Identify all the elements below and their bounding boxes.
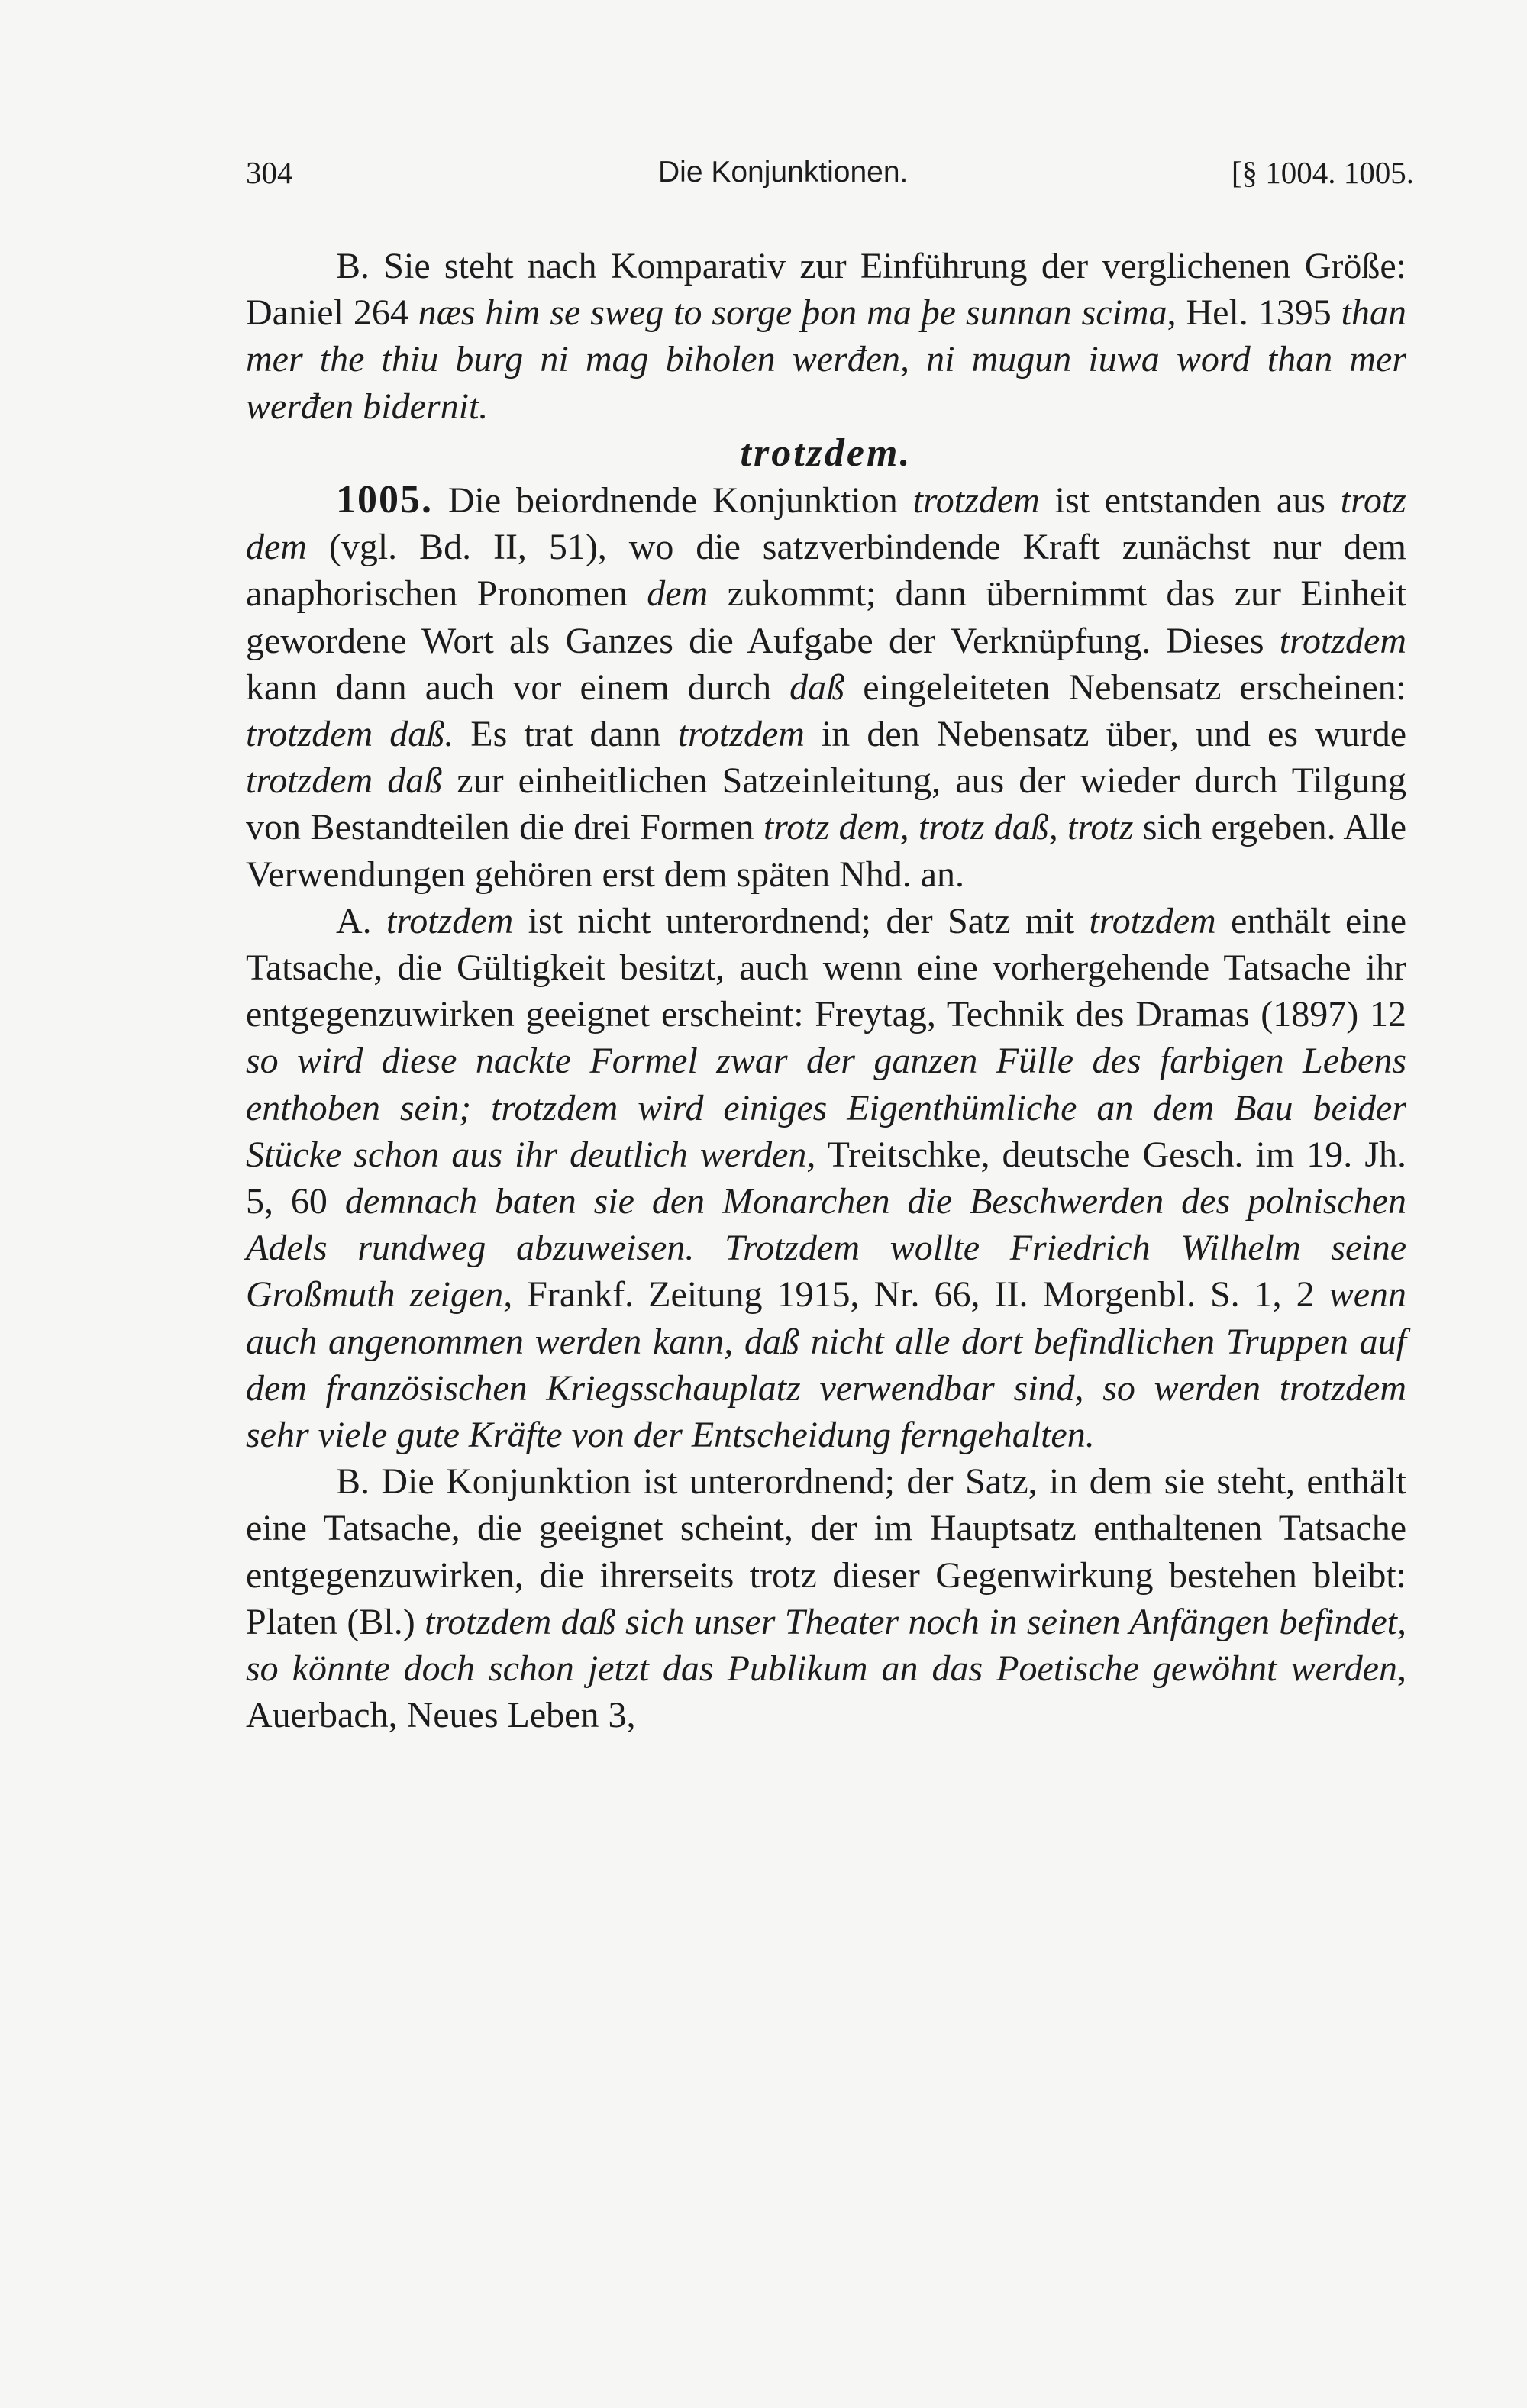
text-run: sich ergeben. Alle Verwendungen gehören erst dem späten Nhd. an.	[246, 807, 1407, 895]
keyword: daß	[789, 667, 845, 708]
quotation: næs him se sweg to sorge þon ma þe sunnan scima	[418, 292, 1167, 334]
text-run: Auerbach, Neues Leben 3,	[246, 1695, 636, 1736]
text-run: B. Die Konjunktion ist unterordnend; der Satz, in dem sie steht, enthält eine Tatsache, die geeignet scheint, der im Hauptsatz enthaltenen Tatsache entgegenzuwirken, die ihrerseits trotz dieser Gegenwirkung bestehen bleibt: Platen (Bl.)	[246, 1461, 1406, 1642]
text-run: Die beiordnende Konjunktion	[433, 480, 913, 521]
section-heading: trotzdem.	[740, 431, 912, 475]
text-run: , Hel. 1395	[1167, 292, 1341, 334]
page-number: 304	[246, 155, 293, 190]
text-run: B. Sie steht nach Komparativ zur Einführung der verglichenen Größe: Daniel 264	[246, 246, 1406, 334]
text-run: Es trat dann	[454, 714, 678, 755]
text-run: Treitschke, deutsche Gesch. im 19. Jh. 5, 60	[246, 1134, 1407, 1222]
keyword: trotzdem	[1089, 900, 1216, 941]
text-run: in den Nebensatz über, und es wurde	[804, 714, 1407, 755]
keyword: trotzdem	[386, 900, 514, 941]
page-body	[246, 243, 1406, 1739]
keyword: trotzdem daß	[246, 760, 443, 802]
text-run: zukommt; dann übernimmt das zur Einheit gewordene Wort als Ganzes die Aufgabe der Verknüpfung. Dieses	[246, 573, 1406, 661]
paragraph-b	[246, 1458, 1406, 1738]
keyword: trotzdem	[1279, 620, 1406, 661]
text-run: enthält eine Tatsache, die Gültigkeit besitzt, auch wenn eine vorhergehende Tatsache ihr entgegenzuwirken geeignet erscheint: Freytag, Technik des Dramas (1897) 12	[246, 900, 1406, 1035]
paragraph-comparative	[246, 243, 1406, 430]
quotation: demnach baten sie den Monarchen die Beschwerden des polnischen Adels rundweg abzuweisen. Trotzdem wollte Friedrich Wilhelm seine Großmuth zeigen,	[246, 1181, 1407, 1315]
quotation: trotzdem daß sich unser Theater noch in seinen Anfängen befindet, so könnte doch schon jetzt das Publikum an das Poetische gewöhnt werden,	[246, 1601, 1407, 1690]
text-run: ist nicht unterordnend; der Satz mit	[513, 900, 1090, 941]
quotation: wenn auch angenommen werden kann, daß nicht alle dort befindlichen Truppen auf dem französischen Kriegsschauplatz verwendbar sind, so werden trotzdem sehr viele gute Kräfte von der Entscheidung ferngehalten.	[246, 1274, 1406, 1456]
text-run: A.	[336, 900, 387, 941]
keyword: trotzdem	[912, 480, 1040, 521]
text-run: kann dann auch vor einem durch	[246, 667, 790, 708]
quotation: so wird diese nackte Formel zwar der ganzen Fülle des farbigen Lebens enthoben sein; trotzdem wird einiges Eigenthümliche an dem Bau beider Stücke schon aus ihr deutlich werden,	[246, 1041, 1406, 1175]
quotation: than mer the thiu burg ni mag biholen werđen, ni mugun iuwa word than mer werđen bidernit.	[246, 292, 1406, 427]
text-run: zur einheitlichen Satzeinleitung, aus der wieder durch Tilgung von Bestandteilen die drei Formen	[246, 760, 1407, 848]
paragraph-a	[246, 898, 1406, 1458]
text-run: (vgl. Bd. II, 51), wo die satzverbindende Kraft zunächst nur dem anaphorischen Pronomen	[246, 527, 1406, 615]
keyword: trotz dem	[246, 480, 1406, 568]
text-run: Frankf. Zeitung 1915, Nr. 66, II. Morgenbl. S. 1, 2	[512, 1274, 1329, 1315]
keyword: trotzdem daß.	[246, 714, 454, 755]
keyword: trotzdem	[677, 714, 805, 755]
paragraph-1005	[246, 476, 1406, 898]
chapter-title: Die Konjunktionen.	[658, 156, 909, 189]
section-number: 1005.	[336, 478, 433, 522]
keyword: dem	[647, 573, 709, 615]
text-run: ist entstanden aus	[1039, 480, 1341, 521]
running-header	[246, 150, 1414, 195]
text-run: eingeleiteten Nebensatz erscheinen:	[844, 667, 1406, 708]
keyword: trotz dem, trotz daß, trotz	[763, 807, 1134, 848]
section-reference: [§ 1004. 1005.	[1231, 155, 1414, 190]
